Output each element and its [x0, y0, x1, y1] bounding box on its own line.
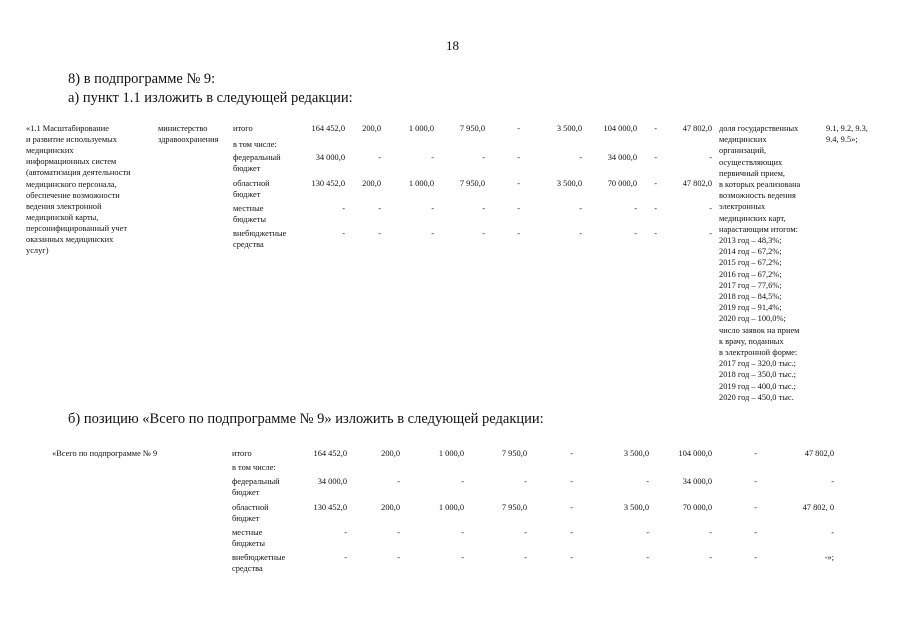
row-label: средства	[233, 240, 264, 250]
value-cell: 3 500,0	[556, 179, 582, 188]
indicator-line: 2014 год – 67,2%;	[719, 247, 782, 257]
value-cell: 7 950,0	[501, 503, 527, 512]
value-cell: 7 950,0	[459, 124, 485, 133]
value-cell: -	[634, 229, 637, 238]
measure-name-line: (автоматизация деятельности	[26, 168, 131, 178]
value-cell: -	[709, 229, 712, 238]
indicator-line: 2017 год – 77,6%;	[719, 280, 782, 290]
measure-name-line: персонифицированный учет	[26, 223, 128, 233]
value-cell: -	[342, 229, 345, 238]
heading-item-b: б) позицию «Всего по подпрограмме № 9» изложить в следующей редакции:	[68, 411, 544, 427]
indicator-line: 2020 год – 450,0 тыс.	[719, 392, 794, 402]
indicator-line: число заявок на прием	[719, 325, 800, 335]
value-cell: -	[634, 204, 637, 213]
value-cell: 104 000,0	[678, 449, 712, 458]
value-cell: -	[517, 179, 520, 188]
value-cell: 3 500,0	[556, 124, 582, 133]
value-cell: -	[654, 229, 657, 238]
value-cell: 34 000,0	[317, 477, 347, 486]
value-cell: -	[709, 528, 712, 537]
row-label: областной	[232, 503, 269, 512]
links-line: 9.1, 9.2, 9.3,	[826, 124, 868, 133]
value-cell: -	[517, 229, 520, 238]
value-cell: -	[709, 553, 712, 562]
row-label: итого	[232, 449, 252, 458]
value-cell: -	[570, 449, 573, 458]
indicator-line: в электронной форме:	[719, 348, 798, 357]
total-name: «Всего по подпрограмме № 9	[52, 449, 158, 458]
value-cell: -	[431, 229, 434, 238]
value-cell: -	[524, 553, 527, 562]
value-cell: -	[378, 204, 381, 213]
value-cell: -	[461, 528, 464, 537]
indicator-line: возможность ведения	[719, 191, 796, 201]
value-cell: 47 802,0	[682, 179, 712, 188]
indicator-line: 2019 год – 91,4%;	[719, 303, 782, 313]
indicator-line: нарастающим итогом:	[719, 224, 798, 234]
indicator-line: осуществляющих	[719, 157, 783, 167]
value-cell: 200,0	[381, 449, 400, 458]
value-cell: 164 452,0	[311, 124, 345, 133]
row-label: бюджеты	[232, 539, 266, 549]
indicator-line: 2018 год – 84,5%;	[719, 292, 782, 301]
value-cell: 200,0	[381, 503, 400, 512]
row-label: бюджет	[232, 514, 260, 524]
value-cell: 164 452,0	[313, 449, 347, 458]
value-cell: -	[344, 553, 347, 562]
indicator-line: первичный прием,	[719, 168, 785, 178]
value-cell: 70 000,0	[682, 503, 712, 512]
measure-name-line: медицинских	[26, 146, 74, 156]
value-cell: -	[570, 553, 573, 562]
measure-name-line: услуг)	[26, 246, 49, 256]
executor-line: здравоохранения	[158, 135, 219, 145]
value-cell: -	[579, 204, 582, 213]
value-cell: 1 000,0	[408, 179, 434, 188]
value-cell: -	[378, 229, 381, 238]
indicator-line: 2019 год – 400,0 тыс.;	[719, 381, 797, 391]
value-cell: 130 452,0	[313, 503, 347, 512]
value-cell: -	[431, 153, 434, 162]
value-cell: 7 950,0	[459, 179, 485, 188]
value-cell: 200,0	[362, 179, 381, 188]
value-cell: 130 452,0	[311, 179, 345, 188]
row-label: бюджет	[233, 190, 261, 200]
indicator-line: 2016 год – 67,2%;	[719, 269, 782, 279]
value-cell: 7 950,0	[501, 449, 527, 458]
heading-item-a: а) пункт 1.1 изложить в следующей редакции:	[68, 90, 353, 106]
value-cell: -	[482, 153, 485, 162]
value-cell: -	[344, 528, 347, 537]
value-cell: -	[709, 204, 712, 213]
indicator-line: организаций,	[719, 146, 767, 156]
value-cell: -	[517, 153, 520, 162]
row-label: местные	[232, 528, 263, 537]
indicator-line: 2015 год – 67,2%;	[719, 258, 782, 268]
value-cell: -	[646, 553, 649, 562]
value-cell: -	[397, 477, 400, 486]
links-line: 9.4, 9.5»;	[826, 135, 858, 145]
indicator-line: медицинских карт,	[719, 213, 786, 223]
measure-name-line: медицинского персонала,	[26, 179, 117, 189]
value-cell: -	[482, 204, 485, 213]
value-cell: -	[754, 449, 757, 458]
value-cell: -	[431, 204, 434, 213]
value-cell: -	[461, 477, 464, 486]
row-label: средства	[232, 564, 263, 574]
value-cell: 1 000,0	[408, 124, 434, 133]
value-cell: -	[831, 528, 834, 537]
value-cell: -	[342, 204, 345, 213]
value-cell: -	[754, 553, 757, 562]
value-cell: -	[461, 553, 464, 562]
value-cell: 47 802, 0	[802, 503, 834, 512]
value-cell: -	[654, 179, 657, 188]
indicator-line: электронных	[719, 202, 766, 212]
value-cell: -	[646, 477, 649, 486]
row-label: федеральный	[232, 477, 280, 486]
row-label: федеральный	[233, 153, 281, 162]
value-cell: 104 000,0	[603, 124, 637, 133]
measure-name-line: и развитие используемых	[26, 135, 117, 145]
indicator-line: 2018 год – 350,0 тыс.;	[719, 370, 797, 380]
page-number: 18	[446, 38, 459, 53]
value-cell: 34 000,0	[607, 153, 637, 162]
value-cell: -	[831, 477, 834, 486]
row-label: внебюджетные	[232, 553, 286, 562]
row-label: областной	[233, 179, 270, 188]
row-label: бюджет	[232, 488, 260, 498]
value-cell: -	[654, 204, 657, 213]
row-label: бюджет	[233, 164, 261, 174]
indicator-line: 2013 год – 48,3%;	[719, 236, 782, 245]
value-cell: -»;	[824, 553, 834, 562]
value-cell: 47 802,0	[804, 449, 834, 458]
value-cell: -	[397, 528, 400, 537]
row-label: местные	[233, 204, 264, 213]
value-cell: -	[570, 503, 573, 512]
value-cell: -	[579, 229, 582, 238]
measure-name-line: медицинской карты,	[26, 212, 99, 222]
value-cell: -	[654, 124, 657, 133]
value-cell: -	[378, 153, 381, 162]
value-cell: 70 000,0	[607, 179, 637, 188]
row-label: в том числе:	[232, 463, 276, 472]
heading-subprogram: 8) в подпрограмме № 9:	[68, 71, 216, 87]
value-cell: 47 802,0	[682, 124, 712, 133]
value-cell: -	[709, 153, 712, 162]
value-cell: -	[579, 153, 582, 162]
value-cell: 34 000,0	[315, 153, 345, 162]
value-cell: -	[754, 477, 757, 486]
value-cell: 1 000,0	[438, 503, 464, 512]
indicator-line: в которых реализована	[719, 180, 801, 189]
value-cell: 3 500,0	[623, 449, 649, 458]
value-cell: -	[646, 528, 649, 537]
value-cell: -	[517, 124, 520, 133]
measure-name-line: ведения электронной	[26, 201, 102, 211]
value-cell: -	[524, 528, 527, 537]
value-cell: 3 500,0	[623, 503, 649, 512]
indicator-line: доля государственных	[719, 124, 799, 133]
measure-name-line: оказанных медицинских	[26, 235, 114, 244]
value-cell: 1 000,0	[438, 449, 464, 458]
executor-line: министерство	[158, 124, 208, 133]
indicator-line: 2017 год – 320,0 тыс.;	[719, 359, 797, 369]
measure-name-line: «1.1 Масштабирование	[26, 124, 109, 133]
value-cell: -	[754, 528, 757, 537]
row-label: бюджеты	[233, 215, 267, 225]
value-cell: -	[517, 204, 520, 213]
value-cell: -	[482, 229, 485, 238]
row-label: внебюджетные	[233, 229, 287, 238]
value-cell: 34 000,0	[682, 477, 712, 486]
value-cell: -	[654, 153, 657, 162]
measure-name-line: информационных систем	[26, 157, 117, 167]
measure-name-line: обеспечение возможности	[26, 190, 120, 200]
value-cell: -	[524, 477, 527, 486]
row-label: в том числе:	[233, 140, 277, 149]
indicator-line: 2020 год – 100,0%;	[719, 314, 786, 324]
value-cell: -	[754, 503, 757, 512]
indicator-line: к врачу, поданных	[719, 336, 784, 346]
value-cell: -	[570, 528, 573, 537]
indicator-line: медицинских	[719, 135, 767, 145]
row-label: итого	[233, 124, 253, 133]
value-cell: -	[397, 553, 400, 562]
value-cell: 200,0	[362, 124, 381, 133]
value-cell: -	[570, 477, 573, 486]
